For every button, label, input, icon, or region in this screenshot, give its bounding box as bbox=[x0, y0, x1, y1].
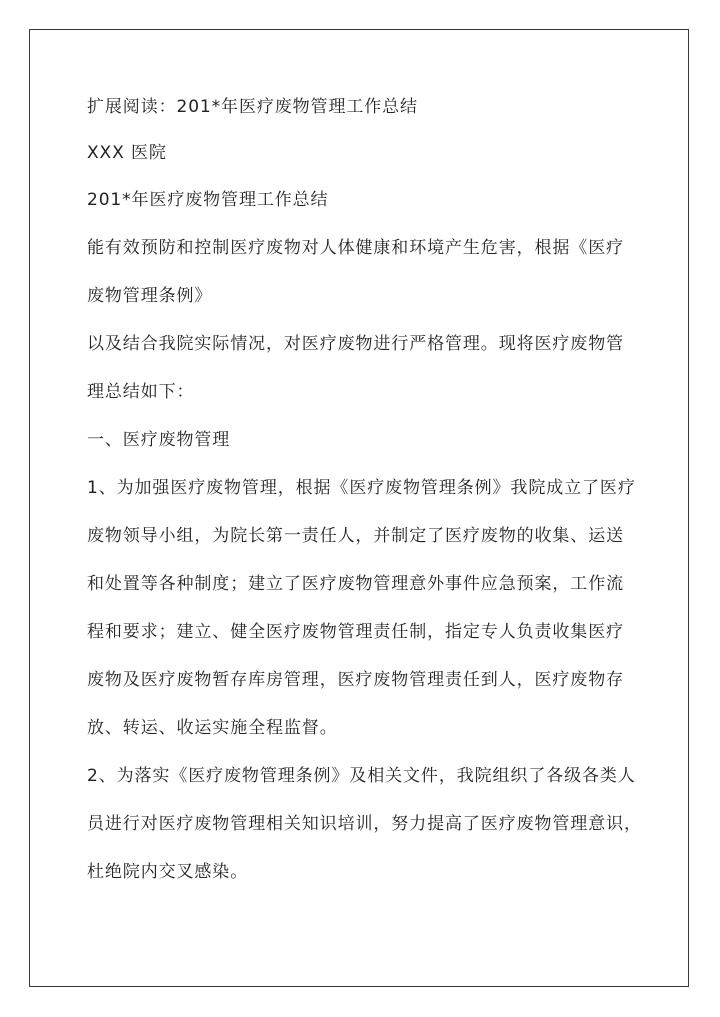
page-border bbox=[29, 29, 689, 987]
paragraph-line: 废物领导小组，为院长第一责任人，并制定了医疗废物的收集、运送 bbox=[87, 526, 624, 546]
paragraph-line: 废物管理条例》 bbox=[87, 286, 213, 306]
extended-reading-title: 扩展阅读：201*年医疗废物管理工作总结 bbox=[87, 97, 418, 117]
hospital-name: XXX 医院 bbox=[87, 143, 167, 163]
document-title: 201*年医疗废物管理工作总结 bbox=[87, 190, 329, 210]
section-heading: 一、医疗废物管理 bbox=[87, 430, 231, 450]
paragraph-line: 2、为落实《医疗废物管理条例》及相关文件，我院组织了各级各类人 bbox=[87, 766, 636, 786]
paragraph-line: 和处置等各种制度；建立了医疗废物管理意外事件应急预案，工作流 bbox=[87, 574, 624, 594]
paragraph-line: 能有效预防和控制医疗废物对人体健康和环境产生危害，根据《医疗 bbox=[87, 238, 624, 258]
paragraph-line: 以及结合我院实际情况，对医疗废物进行严格管理。现将医疗废物管 bbox=[87, 334, 624, 354]
paragraph-line: 员进行对医疗废物管理相关知识培训，努力提高了医疗废物管理意识， bbox=[87, 814, 642, 834]
paragraph-line: 理总结如下： bbox=[87, 382, 195, 402]
paragraph-line: 1、为加强医疗废物管理，根据《医疗废物管理条例》我院成立了医疗 bbox=[87, 478, 636, 498]
paragraph-line: 程和要求；建立、健全医疗废物管理责任制，指定专人负责收集医疗 bbox=[87, 622, 624, 642]
paragraph-line: 杜绝院内交叉感染。 bbox=[87, 862, 249, 882]
paragraph-line: 废物及医疗废物暂存库房管理，医疗废物管理责任到人，医疗废物存 bbox=[87, 670, 624, 690]
paragraph-line: 放、转运、收运实施全程监督。 bbox=[87, 718, 338, 738]
